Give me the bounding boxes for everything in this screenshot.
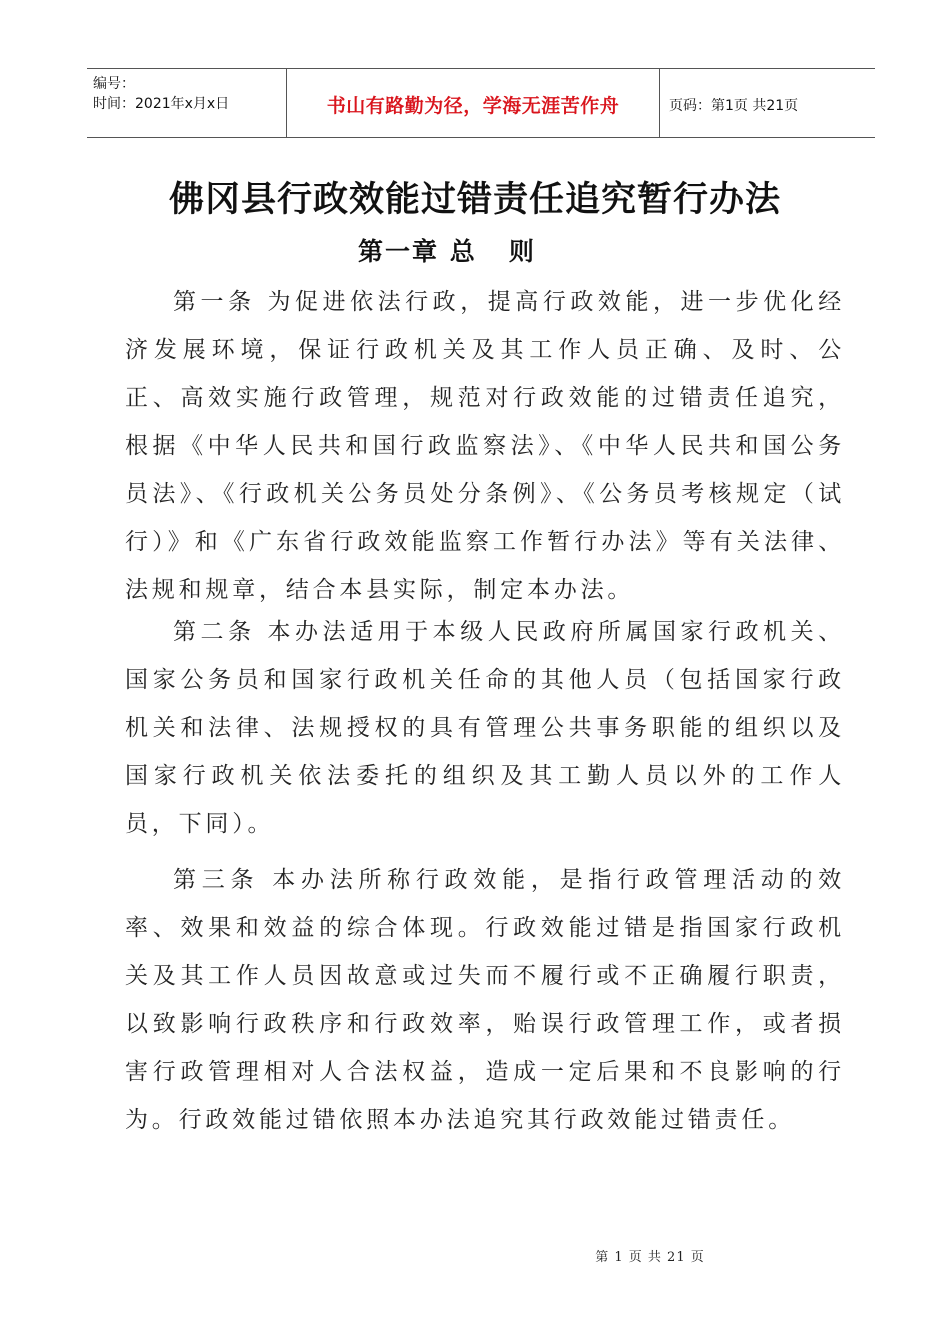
header-page-cell: [659, 69, 875, 137]
header-meta-cell: [87, 69, 286, 137]
page-footer: 第 1 页 共 21 页: [595, 1250, 705, 1265]
page-header: [87, 68, 875, 138]
header-motto: 书山有路勤为径，学海无涯苦作舟: [326, 95, 620, 117]
document-time-label: 时间：2021年x月x日: [93, 96, 230, 112]
article-3-paragraph: 第三条 本办法所称行政效能，是指行政管理活动的效率、效果和效益的综合体现。行政效能过错是指国家行政机关及其工作人员因故意或过失而不履行或不正确履行职责，以致影响行政秩序和行政效率，贻误行政管理工作，或者损害行政管理相对人合法权益，造成一定后果和不良影响的行为。行政效能过错依照本办法追究其行政效能过错责任。: [125, 867, 845, 1133]
header-motto-cell: [286, 69, 660, 137]
article-1-paragraph: 第一条 为促进依法行政，提高行政效能，进一步优化经济发展环境，保证行政机关及其工作人员正确、及时、公正、高效实施行政管理，规范对行政效能的过错责任追究，根据《中华人民共和国行政监察法》、《中华人民共和国公务员法》、《行政机关公务员处分条例》、《公务员考核规定（试行）》和《广东省行政效能监察工作暂行办法》等有关法律、法规和规章，结合本县实际，制定本办法。: [125, 289, 845, 603]
document-number-label: 编号：: [93, 76, 135, 92]
header-page-info: 页码：第1页 共21页: [669, 98, 799, 114]
article-2-paragraph: 第二条 本办法适用于本级人民政府所属国家行政机关、国家公务员和国家行政机关任命的其他人员（包括国家行政机关和法律、法规授权的具有管理公共事务职能的组织以及国家行政机关依法委托的组织及其工勤人员以外的工作人员，下同）。: [125, 619, 845, 837]
chapter-heading: 第一章 总 则: [358, 237, 536, 266]
document-title: 佛冈县行政效能过错责任追究暂行办法: [168, 179, 781, 220]
